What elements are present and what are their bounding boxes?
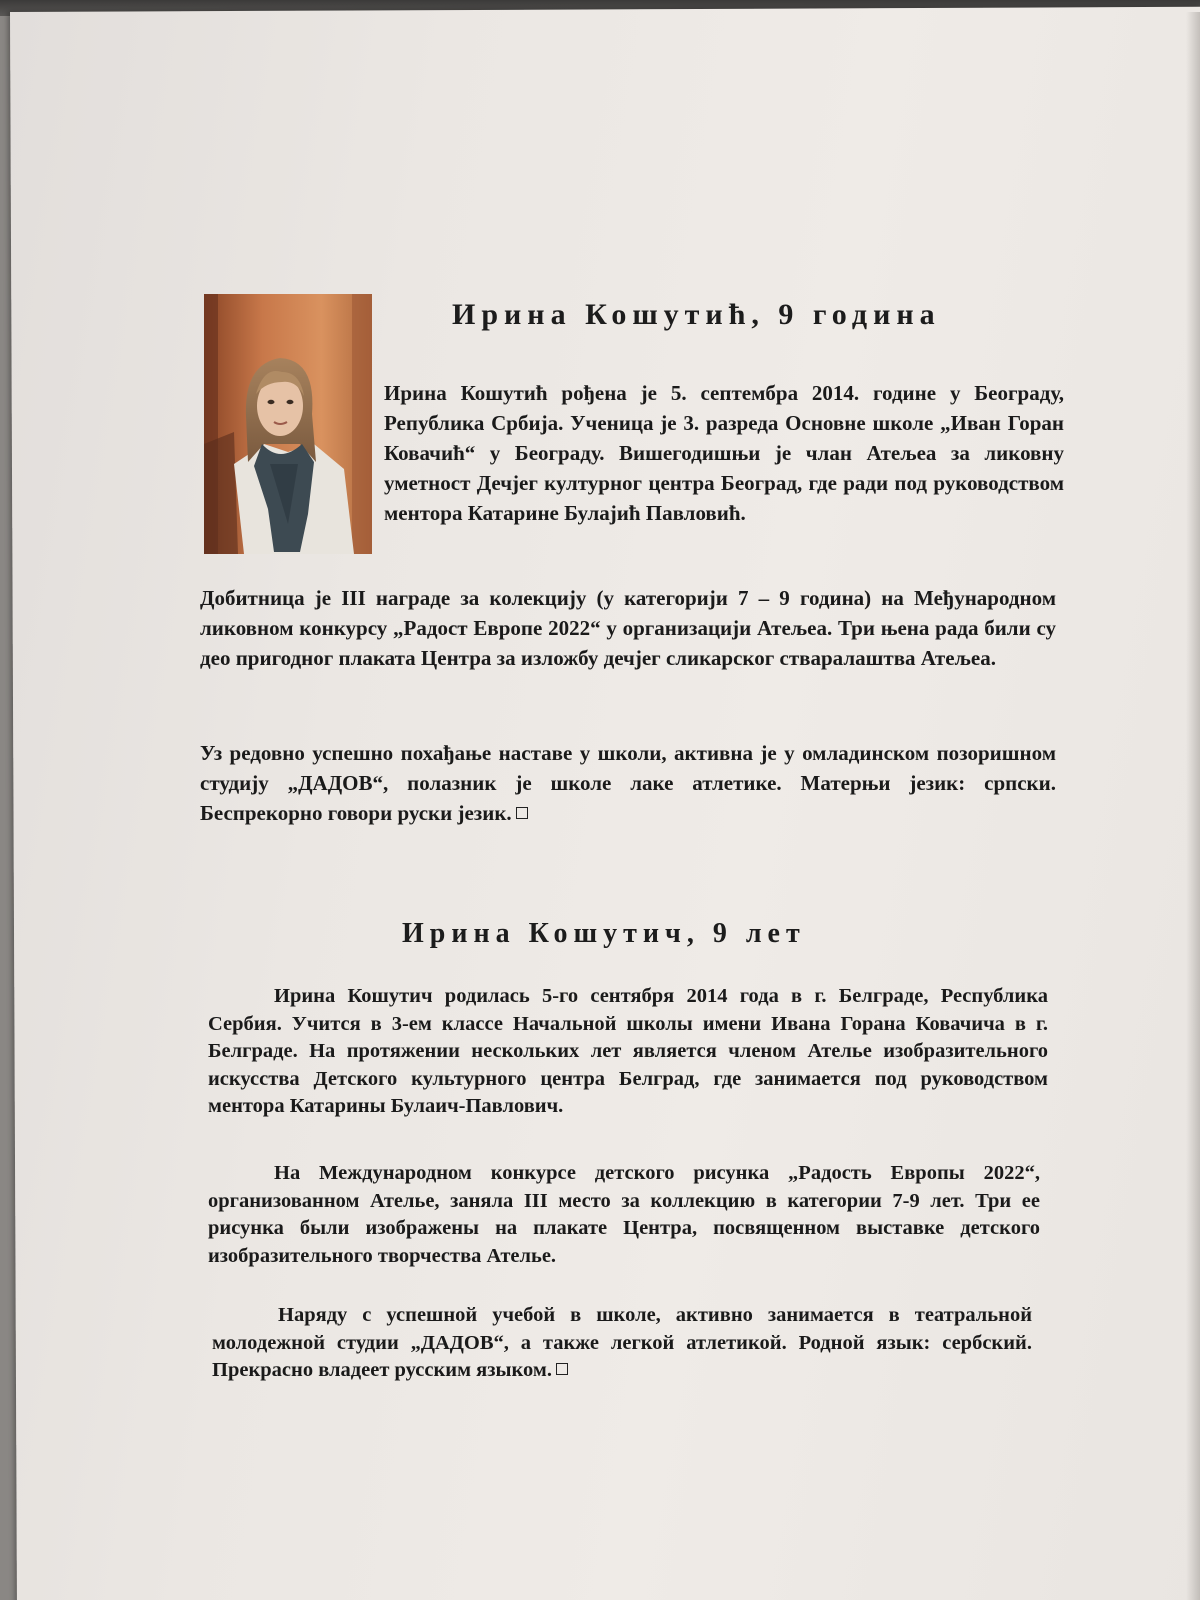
serbian-paragraph-1: Ирина Кошутић рођена је 5. септембра 2014. године у Београду, Република Србија. Ученица је 3. разреда Основне школе „Иван Горан Ковачић“ у Београду. Вишегодишњи је члан Атељеа за ликовну уметност Дечјег културног центра Београд, где ради под руководством ментора Катарине Булајић Павловић. xyxy=(384,381,1064,525)
russian-paragraph-3 xyxy=(212,1302,1032,1385)
portrait-photo xyxy=(204,294,372,554)
portrait-photo-drawing xyxy=(204,294,372,554)
russian-paragraph-3-text: Наряду с успешной учебой в школе, активно занимается в театральной молодежной студии „ДАДОВ“, а также легкой атлетикой. Родной язык: сербский. Прекрасно владеет русским языком. xyxy=(212,1304,1032,1381)
russian-title: Ирина Кошутич, 9 лет xyxy=(402,918,806,949)
russian-paragraph-1: Ирина Кошутич родилась 5-го сентября 2014 года в г. Белграде, Республика Сербия. Учится в 3-ем классе Начальной школы имени Ивана Горана Ковачича в г. Белграде. На протяжении нескольких лет является членом Ателье изобразительного искусства Детского культурного центра Белград, где занимается под руководством ментора Катарины Булаич-Павлович. xyxy=(208,985,1048,1117)
serbian-paragraph-3 xyxy=(200,738,1056,828)
end-square-icon xyxy=(516,807,528,819)
serbian-paragraph-3-text: Уз редовно успешно похађање наставе у школи, активна је у омладинском позоришном студију „ДАДОВ“, полазник је школе лаке атлетике. Матерњи језик: српски. Беспрекорно говори руски језик. xyxy=(200,741,1056,825)
serbian-paragraph-2: Добитница је III награде за колекцију (у категорији 7 – 9 година) на Међународном ликовном конкурсу „Радост Европе 2022“ у организацији Атељеа. Три њена рада били су део пригодног плаката Центра за изложбу дечјег сликарског стваралаштва Атељеа. xyxy=(200,586,1056,670)
russian-paragraph-2: На Международном конкурсе детского рисунка „Радость Европы 2022“, организованном Ателье, заняла III место за коллекцию в категории 7-9 лет. Три ее рисунка были изображены на плакате Центра, посвященном выставке детского изобразительного творчества Ателье. xyxy=(208,1162,1040,1267)
serbian-title: Ирина Кошутић, 9 година xyxy=(452,298,941,331)
end-square-icon xyxy=(556,1363,568,1375)
